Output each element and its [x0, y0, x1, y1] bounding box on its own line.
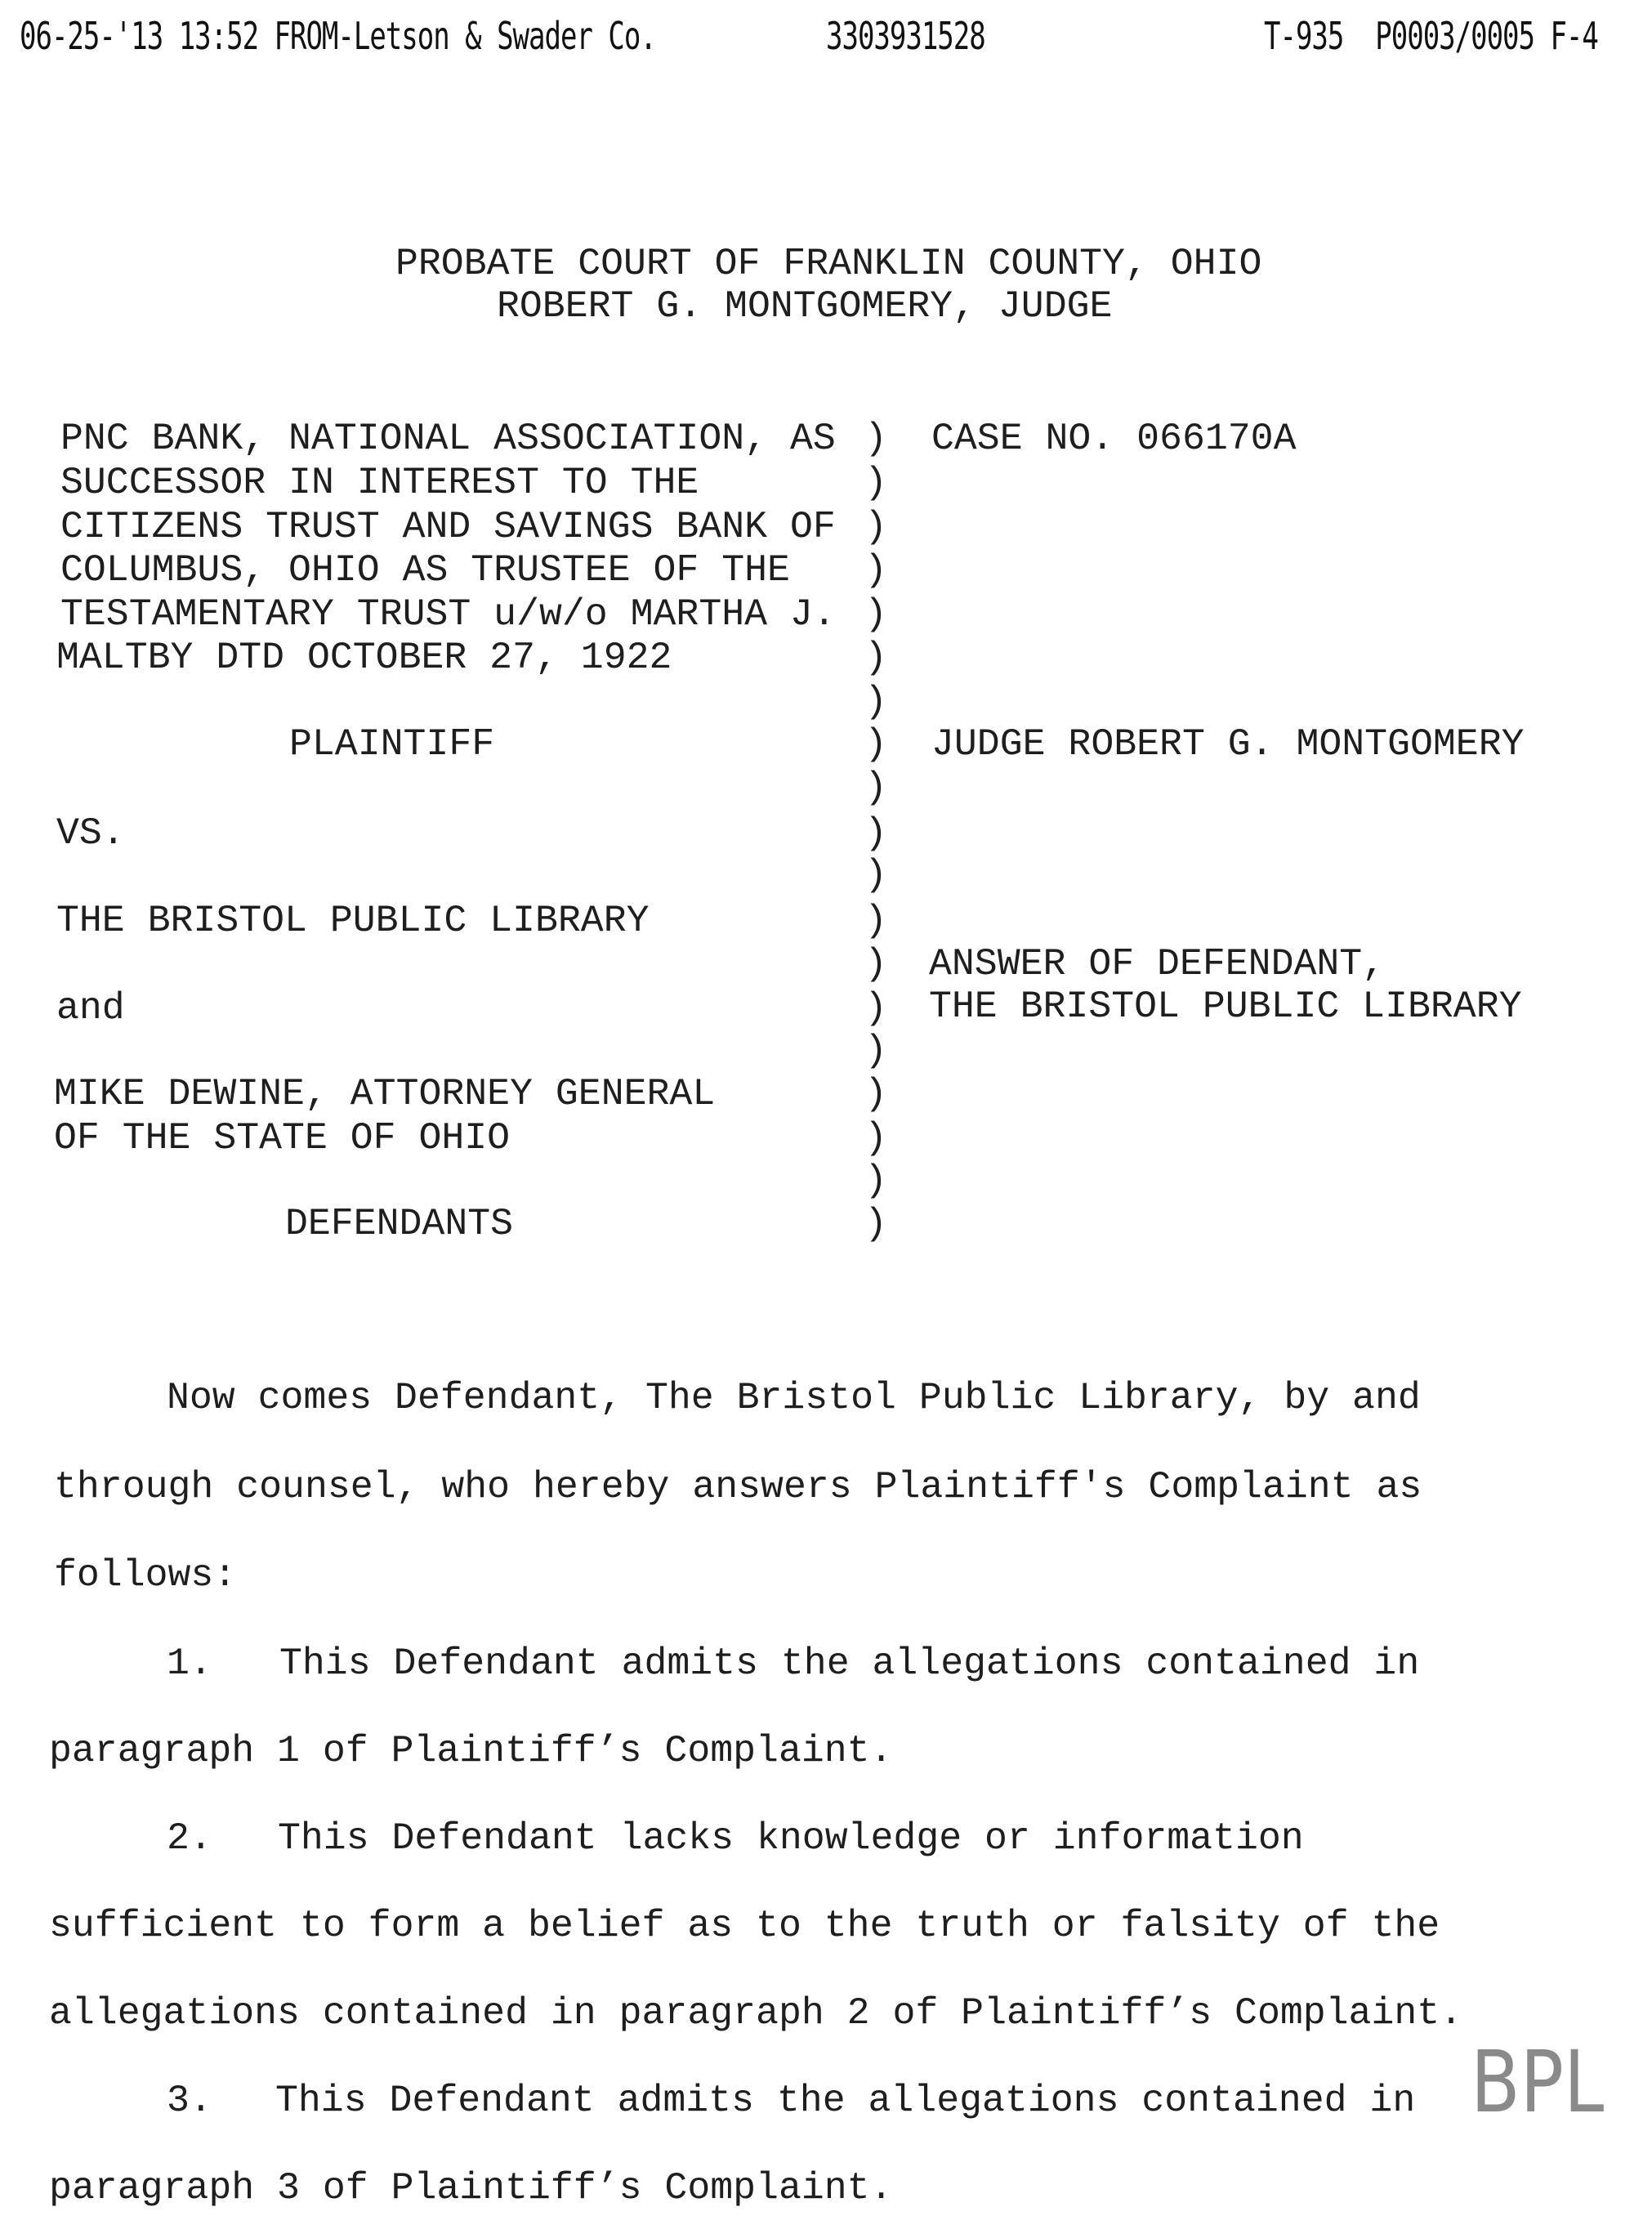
paragraph-text: This Defendant admits the allegations contained in	[275, 2079, 1416, 2122]
paren: )	[864, 1029, 887, 1072]
paren: )	[864, 899, 887, 942]
fax-phone: 3303931528	[826, 15, 985, 60]
intro-line: follows:	[54, 1553, 237, 1597]
paragraph-text: allegations contained in paragraph 2 of Plaintiff’s Complaint.	[49, 1991, 1463, 2035]
fax-sender: 06-25-'13 13:52 FROM-Letson & Swader Co.	[20, 15, 656, 60]
defendant-1: THE BRISTOL PUBLIC LIBRARY	[56, 899, 650, 942]
defendant-2-line: MIKE DEWINE, ATTORNEY GENERAL	[54, 1072, 716, 1115]
paren: )	[864, 853, 887, 896]
plaintiff-line: CITIZENS TRUST AND SAVINGS BANK OF	[60, 505, 836, 548]
paragraph-text: This Defendant lacks knowledge or information	[278, 1816, 1304, 1860]
judge-line: JUDGE ROBERT G. MONTGOMERY	[931, 722, 1525, 766]
court-name: PROBATE COURT OF FRANKLIN COUNTY, OHIO	[395, 242, 1262, 285]
paren: )	[864, 417, 887, 460]
versus: VS.	[56, 811, 125, 855]
defendants-label: DEFENDANTS	[285, 1202, 514, 1245]
paragraph-text: paragraph 1 of Plaintiff’s Complaint.	[49, 1729, 893, 1772]
plaintiff-line: SUCCESSOR IN INTEREST TO THE	[60, 461, 699, 504]
paragraph-text: sufficient to form a belief as to the truth or falsity of the	[49, 1904, 1440, 1947]
paren: )	[864, 548, 887, 592]
defendant-2-line: OF THE STATE OF OHIO	[54, 1116, 511, 1159]
document-title: ANSWER OF DEFENDANT,	[929, 942, 1386, 985]
paragraph-number: 2.	[167, 1816, 212, 1860]
plaintiff-line: TESTAMENTARY TRUST u/w/o MARTHA J.	[60, 592, 836, 636]
paren: )	[864, 1116, 887, 1159]
case-number: CASE NO. 066170A	[931, 417, 1297, 460]
fax-page-info: T-935 P0003/0005 F-4	[1264, 15, 1598, 60]
paren: )	[864, 766, 887, 809]
and-text: and	[56, 986, 125, 1030]
plaintiff-line: PNC BANK, NATIONAL ASSOCIATION, AS	[60, 417, 836, 460]
plaintiff-label: PLAINTIFF	[289, 722, 495, 766]
paragraph-text: paragraph 3 of Plaintiff’s Complaint.	[49, 2166, 893, 2209]
paren: )	[864, 1159, 887, 1202]
court-judge: ROBERT G. MONTGOMERY, JUDGE	[497, 284, 1113, 328]
document-title: THE BRISTOL PUBLIC LIBRARY	[929, 985, 1522, 1028]
paren: )	[864, 636, 887, 679]
paren: )	[864, 592, 887, 636]
paragraph-text: This Defendant admits the allegations contained in	[279, 1642, 1420, 1685]
paren: )	[864, 722, 887, 766]
paragraph-number: 1.	[167, 1642, 212, 1685]
bpl-watermark: BPL	[1471, 2032, 1605, 2132]
paren: )	[864, 1202, 887, 1245]
paragraph-number: 3.	[167, 2079, 212, 2122]
paren: )	[864, 1072, 887, 1115]
paren: )	[864, 811, 887, 855]
paren: )	[864, 680, 887, 723]
plaintiff-line: MALTBY DTD OCTOBER 27, 1922	[56, 636, 672, 679]
paren: )	[864, 461, 887, 504]
paren: )	[864, 505, 887, 548]
plaintiff-line: COLUMBUS, OHIO AS TRUSTEE OF THE	[60, 548, 790, 592]
intro-line: through counsel, who hereby answers Plaintiff's Complaint as	[54, 1465, 1422, 1508]
intro-line: Now comes Defendant, The Bristol Public Library, by and	[167, 1376, 1421, 1419]
paren: )	[864, 942, 887, 985]
paren: )	[864, 986, 887, 1030]
